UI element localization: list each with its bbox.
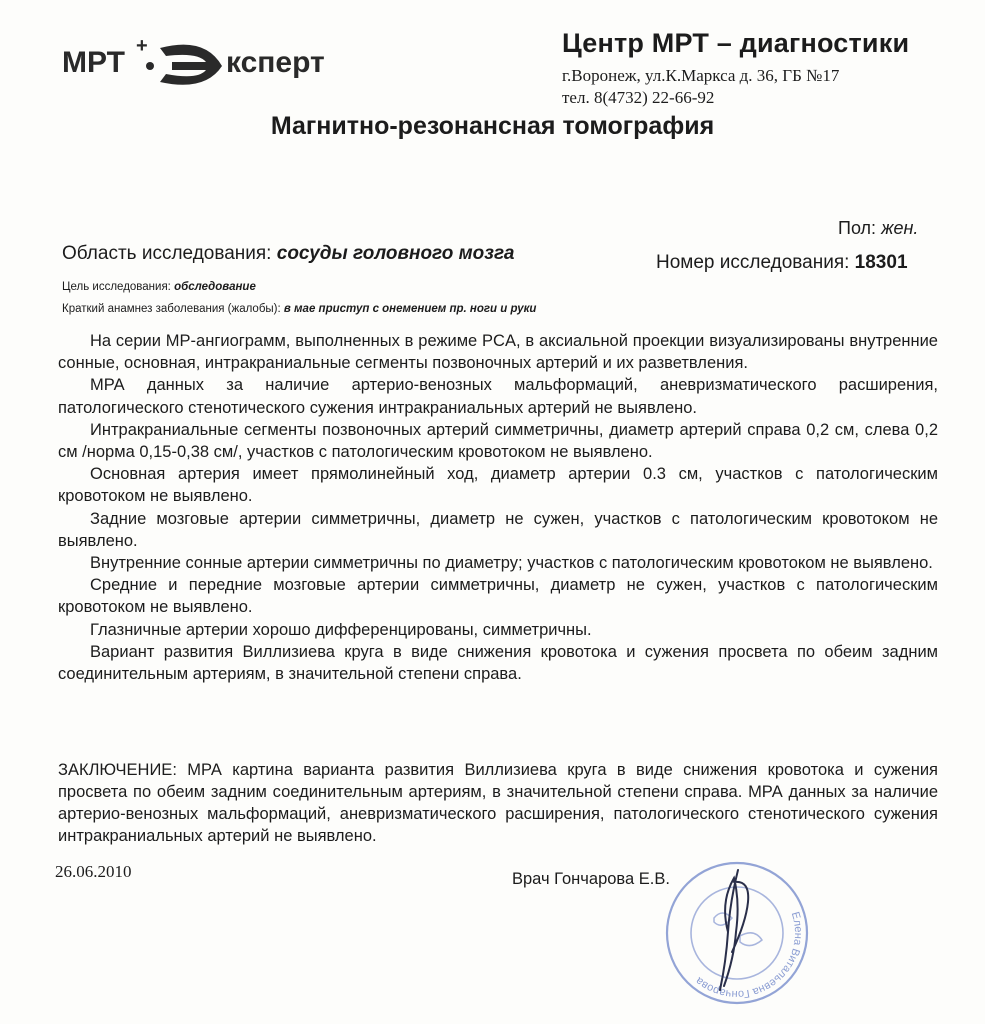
- mrt-expert-logo: [60, 30, 340, 90]
- study-number-label: Номер исследования:: [656, 252, 850, 273]
- finding-paragraph: Вариант развития Виллизиева круга в виде снижения кровотока и сужения просвета по обеим задним соединительным артериям, в значительной степени справа.: [58, 642, 938, 684]
- finding-paragraph: Задние мозговые артерии симметричны, диаметр не сужен, участков с патологическим кровотоком не выявлено.: [58, 509, 938, 550]
- report-date: 26.06.2010: [55, 862, 132, 881]
- conclusion: ЗАКЛЮЧЕНИЕ: МРА картина варианта развития Виллизиева круга в виде снижения кровотока и сужения просвета по обеим задним соединительным артериям, в значительной степени справа. МРА данных за наличие артерио-венозных мальформаций, аневризматического расширения, патологического стенотического сужения интракраниальных артерий не выявлено.: [58, 761, 938, 845]
- finding-paragraph: Глазничные артерии хорошо дифференцированы, симметричны.: [90, 620, 592, 639]
- finding-paragraph: Внутренние сонные артерии симметричны по диаметру; участков с патологическим кровотоком не выявлено.: [90, 554, 933, 573]
- finding-paragraph: Средние и передние мозговые артерии симметричны, диаметр не сужен, участков с патологическим кровотоком не выявлено.: [58, 576, 938, 617]
- doctor-name: Врач Гончарова Е.В.: [512, 870, 670, 888]
- address: г.Воронеж, ул.К.Маркса д. 36, ГБ №17: [562, 66, 840, 85]
- anamnesis-label: Краткий анамнез заболевания (жалобы):: [62, 303, 281, 315]
- study-area-field: [62, 243, 514, 265]
- study-goal-label: Цель исследования:: [62, 281, 171, 293]
- sex-label: Пол:: [838, 218, 877, 238]
- document-title: Магнитно-резонансная томография: [270, 112, 715, 140]
- sex-field: [838, 218, 918, 239]
- study-goal-value: обследование: [174, 281, 256, 293]
- finding-paragraph: На серии МР-ангиограмм, выполненных в режиме PCA, в аксиальной проекции визуализированы внутренние сонные, основная, интракраниальные сегменты позвоночных артерий и их разветвления.: [58, 332, 938, 373]
- phone: тел. 8(4732) 22-66-92: [562, 88, 715, 107]
- logo-e-emblem-icon: [160, 45, 222, 85]
- anamnesis-field: [62, 303, 536, 315]
- anamnesis-value: в мае приступ с онемением пр. ноги и руки: [283, 303, 537, 315]
- study-area-label: Область исследования:: [62, 243, 272, 264]
- sex-value: жен.: [881, 218, 919, 238]
- study-area-value: сосуды головного мозга: [276, 243, 515, 264]
- finding-paragraph: Основная артерия имеет прямолинейный ход, диаметр артерии 0.3 см, участков с патологическим кровотоком не выявлено.: [58, 465, 938, 506]
- finding-paragraph: МРА данных за наличие артерио-венозных мальформаций, аневризматического расширения, патологического стенотического сужения интракраниальных артерий не выявлено.: [58, 376, 938, 417]
- logo-plus: +: [136, 35, 148, 57]
- logo-text-left: МРТ: [62, 46, 125, 79]
- findings-section: [58, 330, 938, 685]
- study-goal-field: [62, 281, 256, 293]
- stamp-text: Елена Витальевна Гончарова: [693, 910, 805, 1001]
- logo-text-right: ксперт: [226, 46, 325, 79]
- finding-paragraph: Интракраниальные сегменты позвоночных артерий симметричны, диаметр артерий справа 0,2 см, слева 0,2 см /норма 0,15-0,38 см/, участков с патологическим кровотоком не выявлено.: [58, 420, 938, 462]
- study-number-field: [656, 252, 908, 274]
- study-number-value: 18301: [854, 252, 908, 273]
- logo-dot-icon: [146, 62, 154, 70]
- doctor-signature: [690, 862, 810, 1002]
- center-title: Центр МРТ – диагностики: [562, 28, 910, 58]
